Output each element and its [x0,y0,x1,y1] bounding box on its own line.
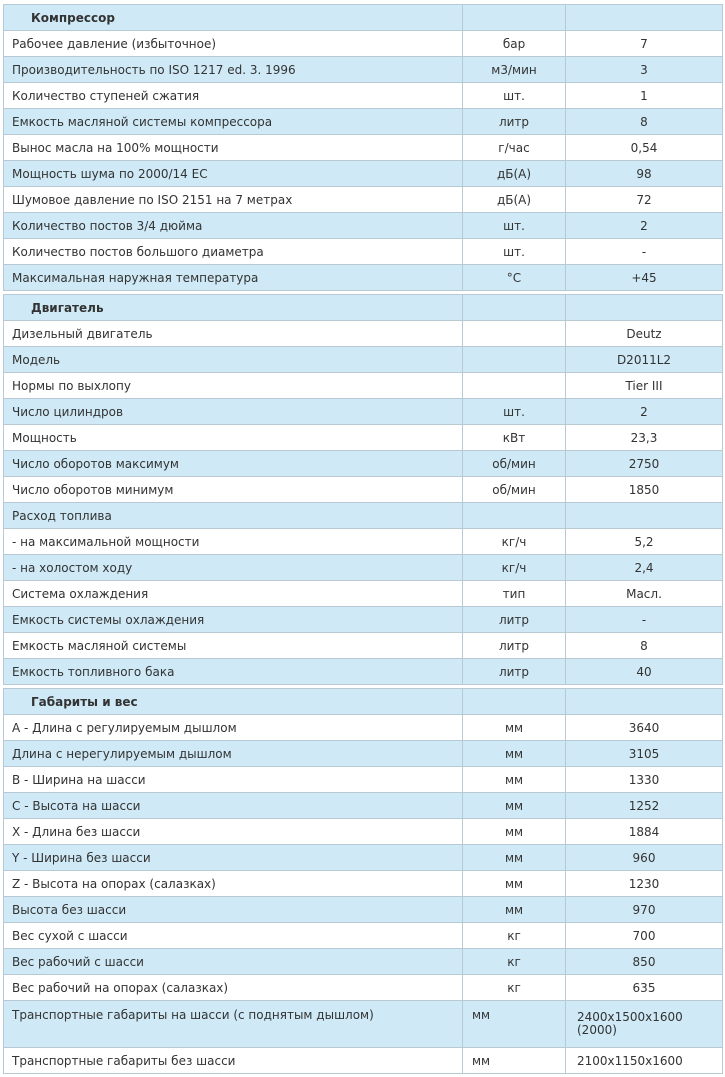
table-row: Число оборотов максимум об/мин 2750 [4,451,723,477]
table-row: Максимальная наружная температура °C +45 [4,265,723,291]
table-row: С - Высота на шасси мм 1252 [4,793,723,819]
table-row: Число цилиндров шт. 2 [4,399,723,425]
table-row: Емкость масляной системы компрессора литр 8 [4,109,723,135]
table-row: - на холостом ходу кг/ч 2,4 [4,555,723,581]
table-row: Длина с нерегулируемым дышлом мм 3105 [4,741,723,767]
table-row: Количество ступеней сжатия шт. 1 [4,83,723,109]
table-row: Вес сухой с шасси кг 700 [4,923,723,949]
table-row: Y - Ширина без шасси мм 960 [4,845,723,871]
spec-table [3,4,723,1074]
table-row: Система охлаждения тип Масл. [4,581,723,607]
table-row: Мощность кВт 23,3 [4,425,723,451]
table-row: Модель D2011L2 [4,347,723,373]
table-row: Нормы по выхлопу Tier III [4,373,723,399]
table-row: Транспортные габариты без шасси мм 2100x1150x1600 [4,1048,723,1074]
section-title: Компрессор [4,5,463,31]
table-row: Шумовое давление по ISO 2151 на 7 метрах дБ(А) 72 [4,187,723,213]
section-header-engine [4,295,723,321]
table-row: - на максимальной мощности кг/ч 5,2 [4,529,723,555]
table-row: Количество постов большого диаметра шт. - [4,239,723,265]
table-row: Рабочее давление (избыточное) бар 7 [4,31,723,57]
table-row: Емкость масляной системы литр 8 [4,633,723,659]
table-row: Мощность шума по 2000/14 ЕС дБ(А) 98 [4,161,723,187]
table-row: Производительность по ISO 1217 ed. 3. 1996 м3/мин 3 [4,57,723,83]
table-row: Вынос масла на 100% мощности г/час 0,54 [4,135,723,161]
section-title: Габариты и вес [4,689,463,715]
table-row: Емкость системы охлаждения литр - [4,607,723,633]
table-row: В - Ширина на шасси мм 1330 [4,767,723,793]
table-row: Транспортные габариты на шасси (с поднятым дышлом) мм 2400x1500x1600 (2000) [4,1001,723,1048]
table-row: Вес рабочий с шасси кг 850 [4,949,723,975]
table-row: Дизельный двигатель Deutz [4,321,723,347]
section-title: Двигатель [4,295,463,321]
table-row: Количество постов 3/4 дюйма шт. 2 [4,213,723,239]
table-row: Расход топлива [4,503,723,529]
section-header-compressor [4,5,723,31]
table-row: Высота без шасси мм 970 [4,897,723,923]
section-header-dimensions [4,689,723,715]
table-row: Z - Высота на опорах (салазках) мм 1230 [4,871,723,897]
table-row: Число оборотов минимум об/мин 1850 [4,477,723,503]
table-row: Емкость топливного бака литр 40 [4,659,723,685]
table-row: X - Длина без шасси мм 1884 [4,819,723,845]
table-row: А - Длина с регулируемым дышлом мм 3640 [4,715,723,741]
table-row: Вес рабочий на опорах (салазках) кг 635 [4,975,723,1001]
